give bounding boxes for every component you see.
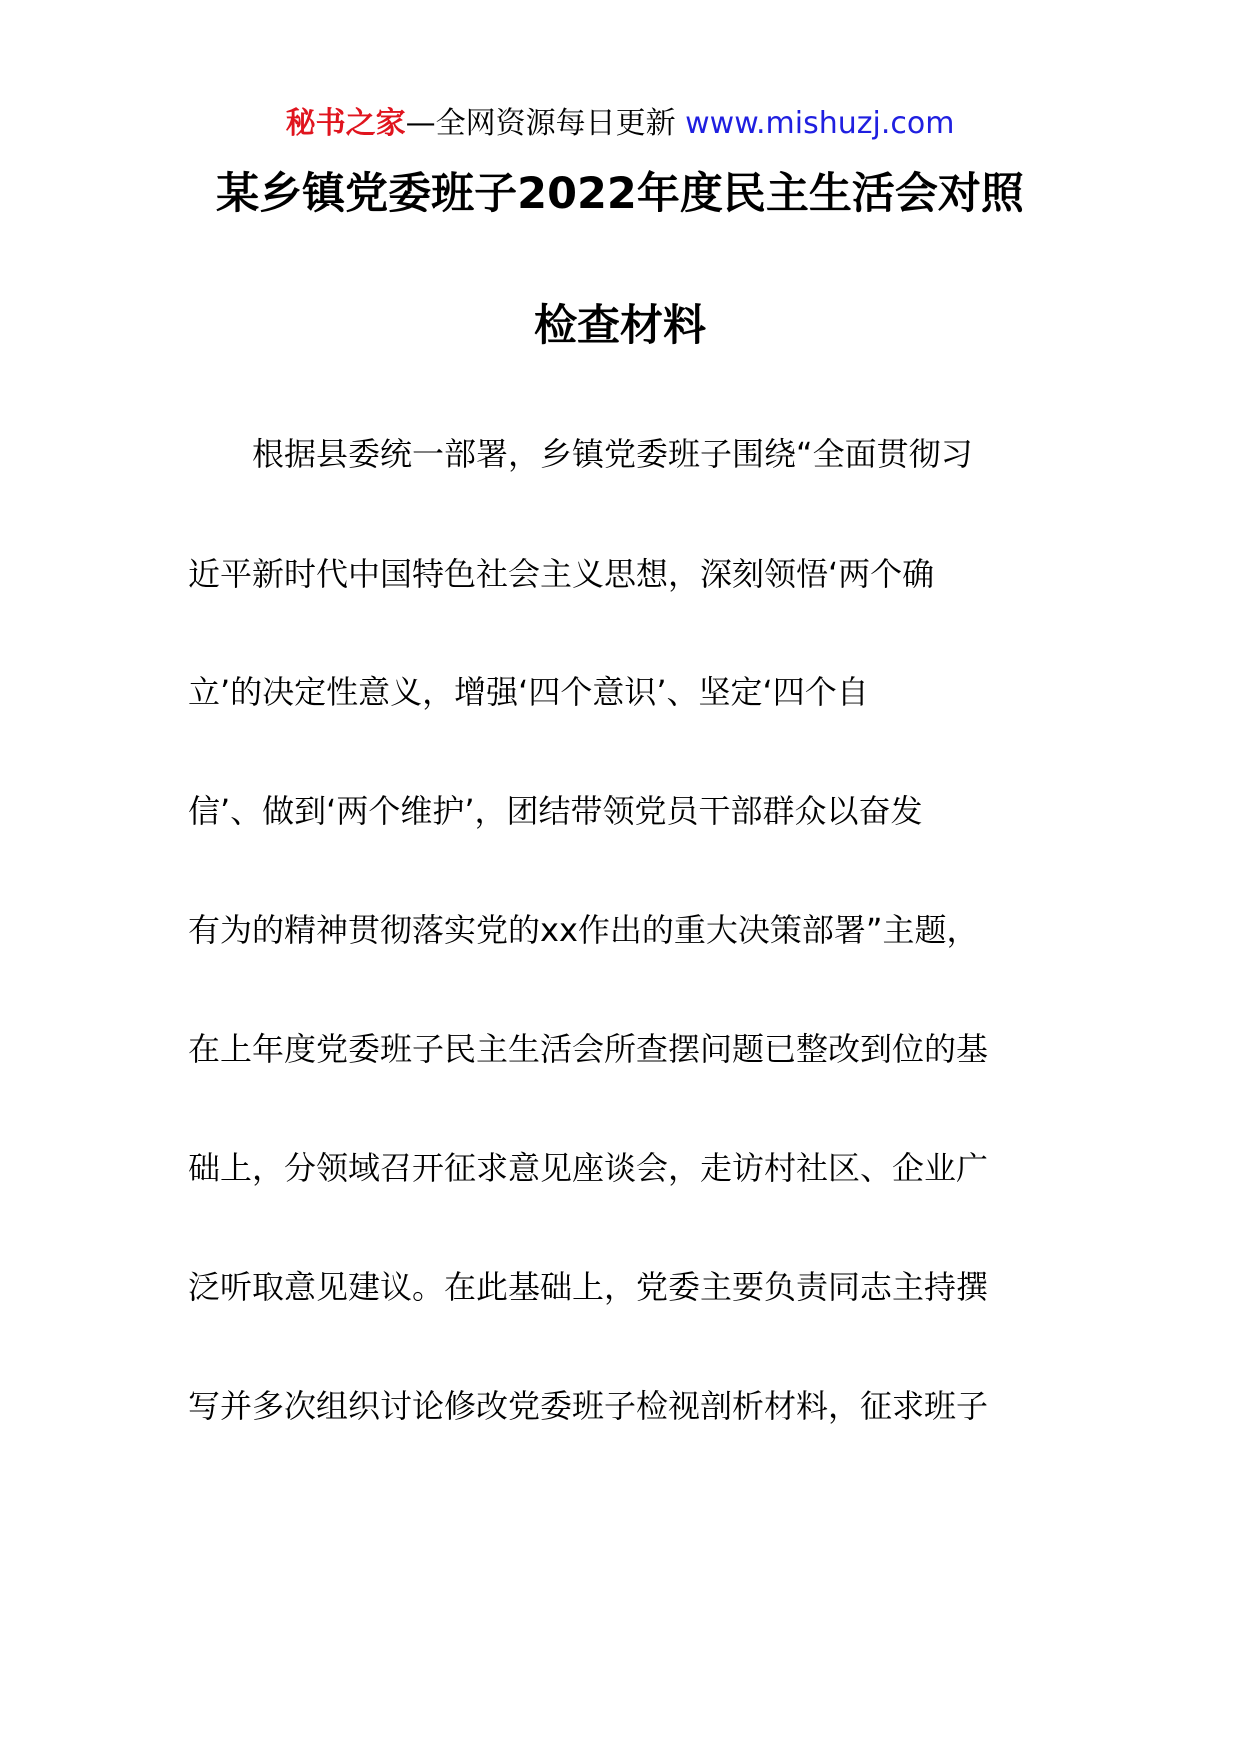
document-title-line-1: 某乡镇党委班子2022年度民主生活会对照 <box>216 169 1024 219</box>
site-header <box>0 104 1240 144</box>
body-paragraph-line: 立’的决定性意义，增强‘四个意识’、坚定‘四个自 <box>188 673 869 711</box>
body-paragraph-line: 写并多次组织讨论修改党委班子检视剖析材料，征求班子 <box>188 1387 989 1425</box>
brand-name: 秘书之家 <box>285 106 406 141</box>
body-paragraph-line: 泛听取意见建议。在此基础上，党委主要负责同志主持撰 <box>188 1268 989 1306</box>
header-tagline: —全网资源每日更新 <box>405 106 686 141</box>
body-paragraph-line: 近平新时代中国特色社会主义思想，深刻领悟‘两个确 <box>188 555 935 593</box>
body-paragraph-line: 根据县委统一部署，乡镇党委班子围绕“全面贯彻习 <box>252 435 973 473</box>
body-paragraph-line: 有为的精神贯彻落实党的xx作出的重大决策部署”主题， <box>188 911 979 949</box>
body-paragraph-line: 在上年度党委班子民主生活会所查摆问题已整改到位的基 <box>188 1030 989 1068</box>
body-paragraph-line: 信’、做到‘两个维护’，团结带领党员干部群众以奋发 <box>188 792 923 830</box>
body-paragraph-line: 础上，分领域召开征求意见座谈会，走访村社区、企业广 <box>188 1149 989 1187</box>
site-url-link[interactable]: www.mishuzj.com <box>685 106 955 141</box>
document-title-line-2: 检查材料 <box>534 301 706 351</box>
